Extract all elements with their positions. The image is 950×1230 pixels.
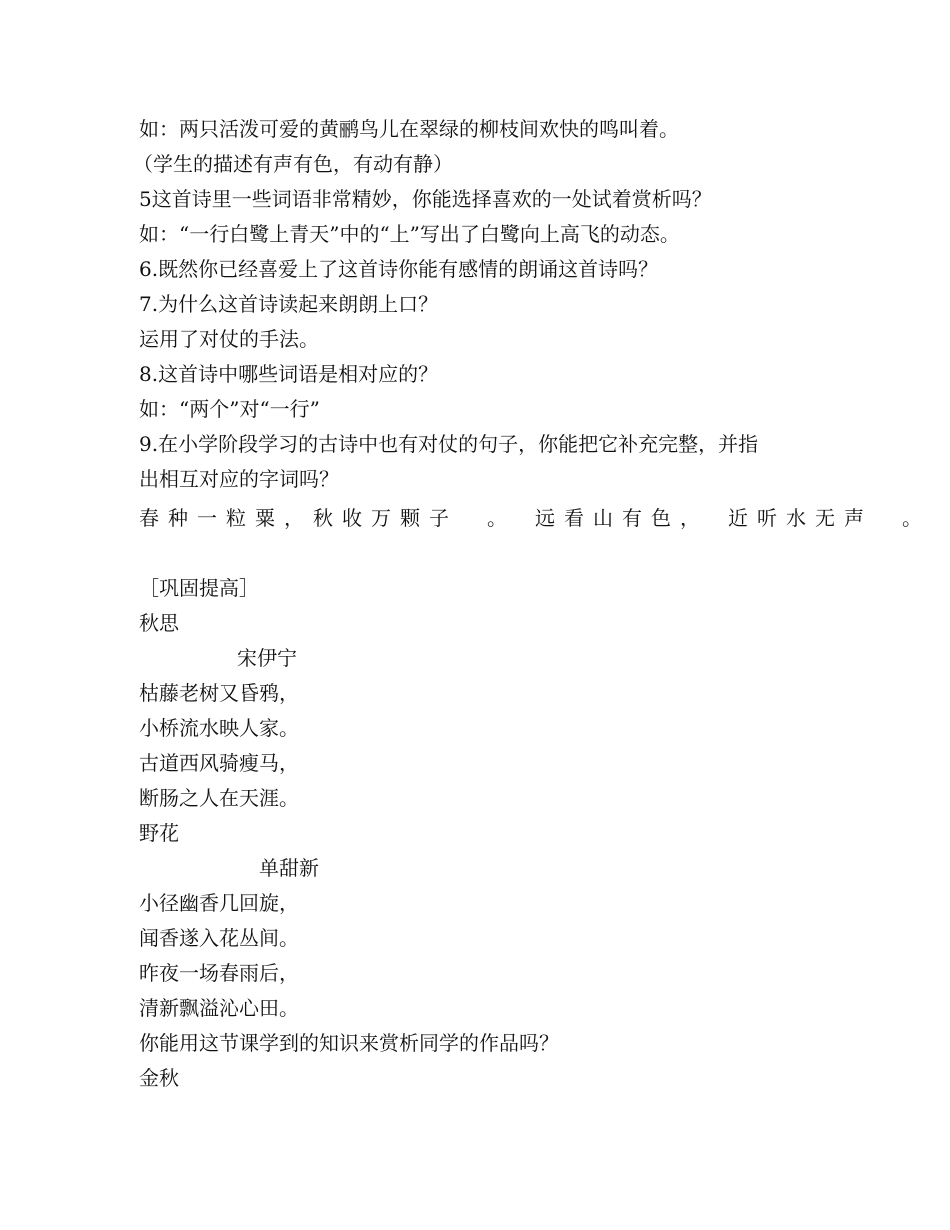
poem-title: 金秋 xyxy=(139,1066,179,1090)
section-heading: ［巩固提高］ xyxy=(139,576,259,600)
poem-line: 小桥流水映人家。 xyxy=(139,716,299,740)
poem-line: 闻香遂入花丛间。 xyxy=(139,926,299,950)
poem-line: 昨夜一场春雨后， xyxy=(139,961,299,985)
text-line: 如：“两个”对“一行” xyxy=(139,397,320,421)
text-line: 如：“一行白鹭上青天”中的“上”写出了白鹭向上高飞的动态。 xyxy=(139,222,680,246)
text-line: 8.这首诗中哪些词语是相对应的？ xyxy=(139,362,439,386)
poem-title: 野花 xyxy=(139,821,179,845)
text-line: 你能用这节课学到的知识来赏析同学的作品吗？ xyxy=(139,1031,559,1055)
text-line: 运用了对仗的手法。 xyxy=(139,327,319,351)
poem-line: 小径幽香几回旋， xyxy=(139,891,299,915)
poem-line: 断肠之人在天涯。 xyxy=(139,786,299,810)
poem-line: 古道西风骑瘦马， xyxy=(139,751,299,775)
text-line: （学生的描述有声有色，有动有静） xyxy=(133,152,453,176)
poem-line: 枯藤老树又昏鸦， xyxy=(139,681,299,705)
text-line: 6.既然你已经喜爱上了这首诗你能有感情的朗诵这首诗吗？ xyxy=(139,257,659,281)
text-line: 出相互对应的字词吗？ xyxy=(139,467,339,491)
poem-line: 清新飘溢沁心田。 xyxy=(139,996,299,1020)
text-line: 7.为什么这首诗读起来朗朗上口？ xyxy=(139,292,439,316)
poem-title: 秋思 xyxy=(139,611,179,635)
text-line: 春种一粒粟，秋收万颗子 。 远看山有色， 近听水无声 。 xyxy=(139,506,931,530)
text-line: 5这首诗里一些词语非常精妙，你能选择喜欢的一处试着赏析吗？ xyxy=(139,187,712,211)
poem-author: 宋伊宁 xyxy=(237,646,297,670)
text-line: 如：两只活泼可爱的黄鹂鸟儿在翠绿的柳枝间欢快的鸣叫着。 xyxy=(139,117,679,141)
poem-author: 单甜新 xyxy=(259,856,319,880)
text-line: 9.在小学阶段学习的古诗中也有对仗的句子，你能把它补充完整，并指 xyxy=(139,432,759,456)
